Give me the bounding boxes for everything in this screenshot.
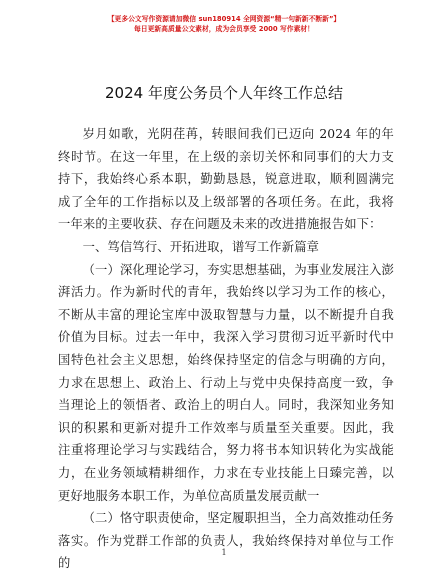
section-heading: 一、笃信笃行、开拓进取，谱写工作新篇章 [82, 239, 320, 254]
promo-banner-line-1: 【更多公文写作资源请加微信 sun180914 全网资源“精一句新新不断新”】 [107, 15, 341, 23]
promo-banner-line-2: 每日更新高质量公文素材，成为会员享受 2000 写作素材！ [134, 25, 314, 33]
page-number: 1 [221, 548, 227, 557]
document-title: 2024 年度公务员个人年终工作总结 [105, 84, 343, 102]
document-body [58, 123, 394, 575]
intro-paragraph: 岁月如歌，光阴荏苒，转眼间我们已迈向 2024 年的年终时节。在这一年里，在上级的亲切关怀和同事们的大力支持下，我始终心系本职，勤勤恳恳，锐意进取，顺利圆满完成了全年的工作指标以及上级部署的各项任务。在此，我将一年来的主要收获、存在问题及未来的改进措施报告如下： [58, 127, 394, 232]
body-paragraph: （二）恪守职责使命，坚定履职担当，全力高效推动任务落实。作为党群工作部的负责人，我始终保持对单位与工作的 [58, 511, 394, 571]
promo-banner [0, 14, 448, 34]
body-paragraph: （一）深化理论学习，夯实思想基础，为事业发展注入澎湃活力。作为新时代的青年，我始终以学习为工作的核心，不断从丰富的理论宝库中汲取智慧与力量，以不断提升自我价值为目标。过去一年中，我深入学习贯彻习近平新时代中国特色社会主义思想，始终保持坚定的信念与明确的方向，力求在思想上、政治上、行动上与党中央保持高度一致，争当理论上的领悟者、政治上的明白人。同时，我深知业务知识的积累和更新对提升工作效率与质量至关重要。因此，我注重将理论学习与实践结合，努力将书本知识转化为实战能力，在业务领域精耕细作，力求在专业技能上日臻完善，以更好地服务本职工作，为单位高质量发展贡献一 [58, 262, 394, 503]
